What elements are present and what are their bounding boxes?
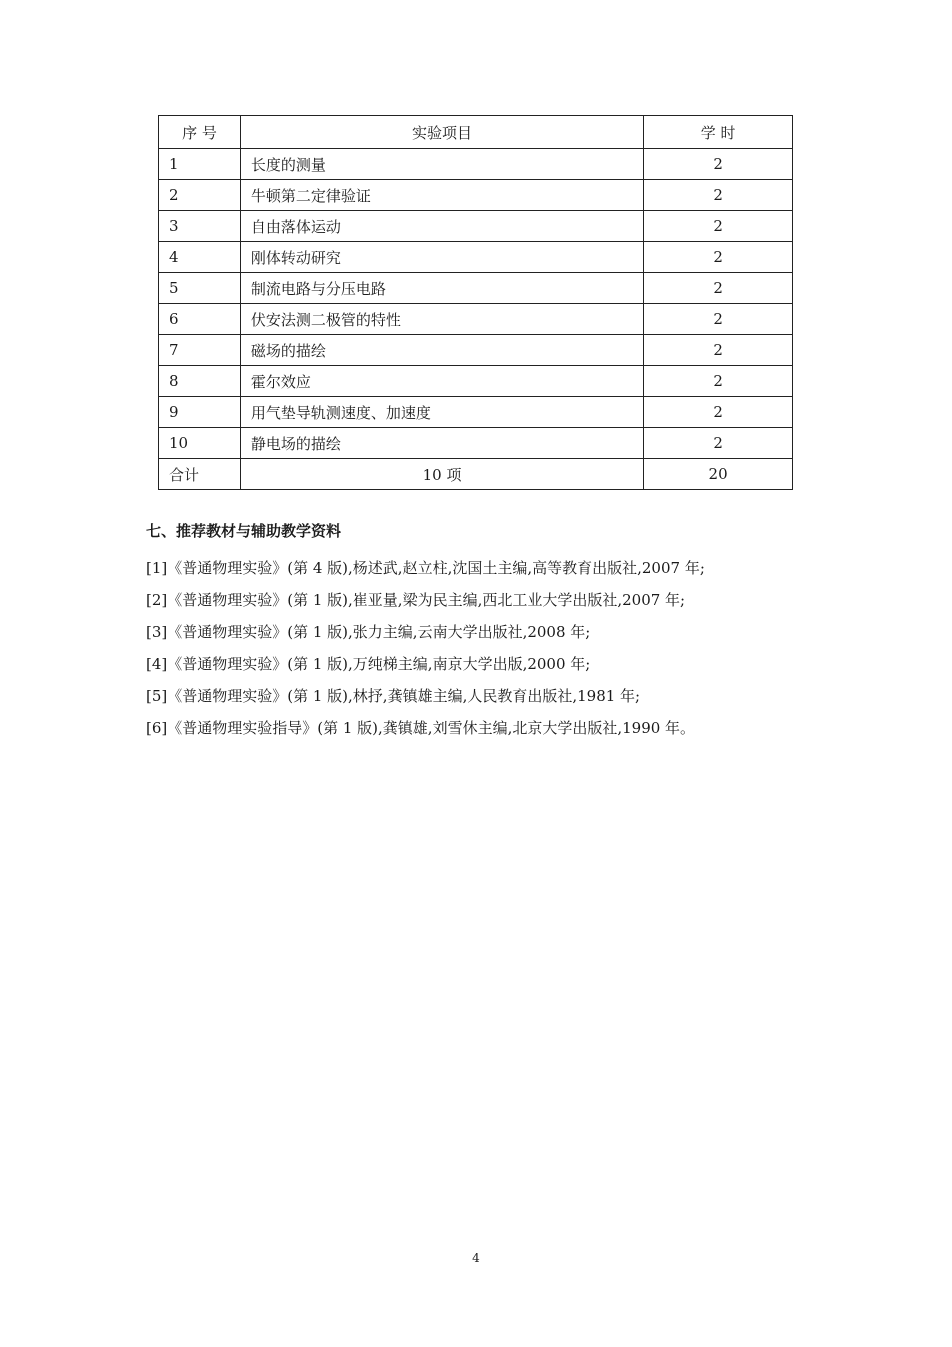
header-hours: 学 时: [644, 116, 793, 149]
row-hours: 2: [644, 211, 793, 242]
row-experiment: 制流电路与分压电路: [240, 273, 643, 304]
row-hours: 2: [644, 273, 793, 304]
row-experiment: 用气垫导轨测速度、加速度: [240, 397, 643, 428]
table-row: [159, 242, 793, 273]
row-number: 5: [159, 273, 241, 304]
row-number: 2: [159, 180, 241, 211]
row-experiment: 静电场的描绘: [240, 428, 643, 459]
reference-item: [5]《普通物理实验》(第 1 版),林抒,龚镇雄主编,人民教育出版社,1981 年;: [146, 687, 641, 705]
table-row: [159, 428, 793, 459]
section-heading: 七、推荐教材与辅助教学资料: [146, 522, 342, 540]
row-hours: 2: [644, 428, 793, 459]
table-row: [159, 211, 793, 242]
row-experiment: 伏安法测二极管的特性: [240, 304, 643, 335]
table-row: [159, 366, 793, 397]
row-hours: 2: [644, 397, 793, 428]
row-hours: 2: [644, 242, 793, 273]
table-row: [159, 180, 793, 211]
page-number: 4: [472, 1251, 480, 1265]
table-header-row: [159, 116, 793, 149]
row-experiment: 自由落体运动: [240, 211, 643, 242]
row-hours: 2: [644, 335, 793, 366]
header-number: 序 号: [159, 116, 241, 149]
row-hours: 2: [644, 366, 793, 397]
reference-item: [1]《普通物理实验》(第 4 版),杨述武,赵立柱,沈国土主编,高等教育出版社,2007 年;: [146, 559, 705, 577]
total-hours: 20: [644, 459, 793, 490]
row-hours: 2: [644, 149, 793, 180]
row-number: 4: [159, 242, 241, 273]
table-row: [159, 397, 793, 428]
row-experiment: 刚体转动研究: [240, 242, 643, 273]
reference-item: [4]《普通物理实验》(第 1 版),万纯梯主编,南京大学出版,2000 年;: [146, 655, 591, 673]
header-experiment: 实验项目: [240, 116, 643, 149]
row-number: 3: [159, 211, 241, 242]
table-row: [159, 273, 793, 304]
reference-item: [3]《普通物理实验》(第 1 版),张力主编,云南大学出版社,2008 年;: [146, 623, 591, 641]
row-number: 10: [159, 428, 241, 459]
table-row: [159, 149, 793, 180]
row-number: 9: [159, 397, 241, 428]
row-number: 7: [159, 335, 241, 366]
table-total-row: [159, 459, 793, 490]
row-experiment: 牛顿第二定律验证: [240, 180, 643, 211]
table-row: [159, 304, 793, 335]
row-number: 1: [159, 149, 241, 180]
table-row: [159, 335, 793, 366]
reference-item: [2]《普通物理实验》(第 1 版),崔亚量,梁为民主编,西北工业大学出版社,2007 年;: [146, 591, 686, 609]
total-items: 10 项: [240, 459, 643, 490]
row-experiment: 长度的测量: [240, 149, 643, 180]
row-number: 6: [159, 304, 241, 335]
row-hours: 2: [644, 180, 793, 211]
reference-item: [6]《普通物理实验指导》(第 1 版),龚镇雄,刘雪休主编,北京大学出版社,1990 年。: [146, 719, 696, 737]
row-number: 8: [159, 366, 241, 397]
row-experiment: 磁场的描绘: [240, 335, 643, 366]
total-label: 合计: [159, 459, 241, 490]
experiment-table: [158, 115, 793, 490]
row-hours: 2: [644, 304, 793, 335]
row-experiment: 霍尔效应: [240, 366, 643, 397]
reference-list: [146, 552, 811, 744]
